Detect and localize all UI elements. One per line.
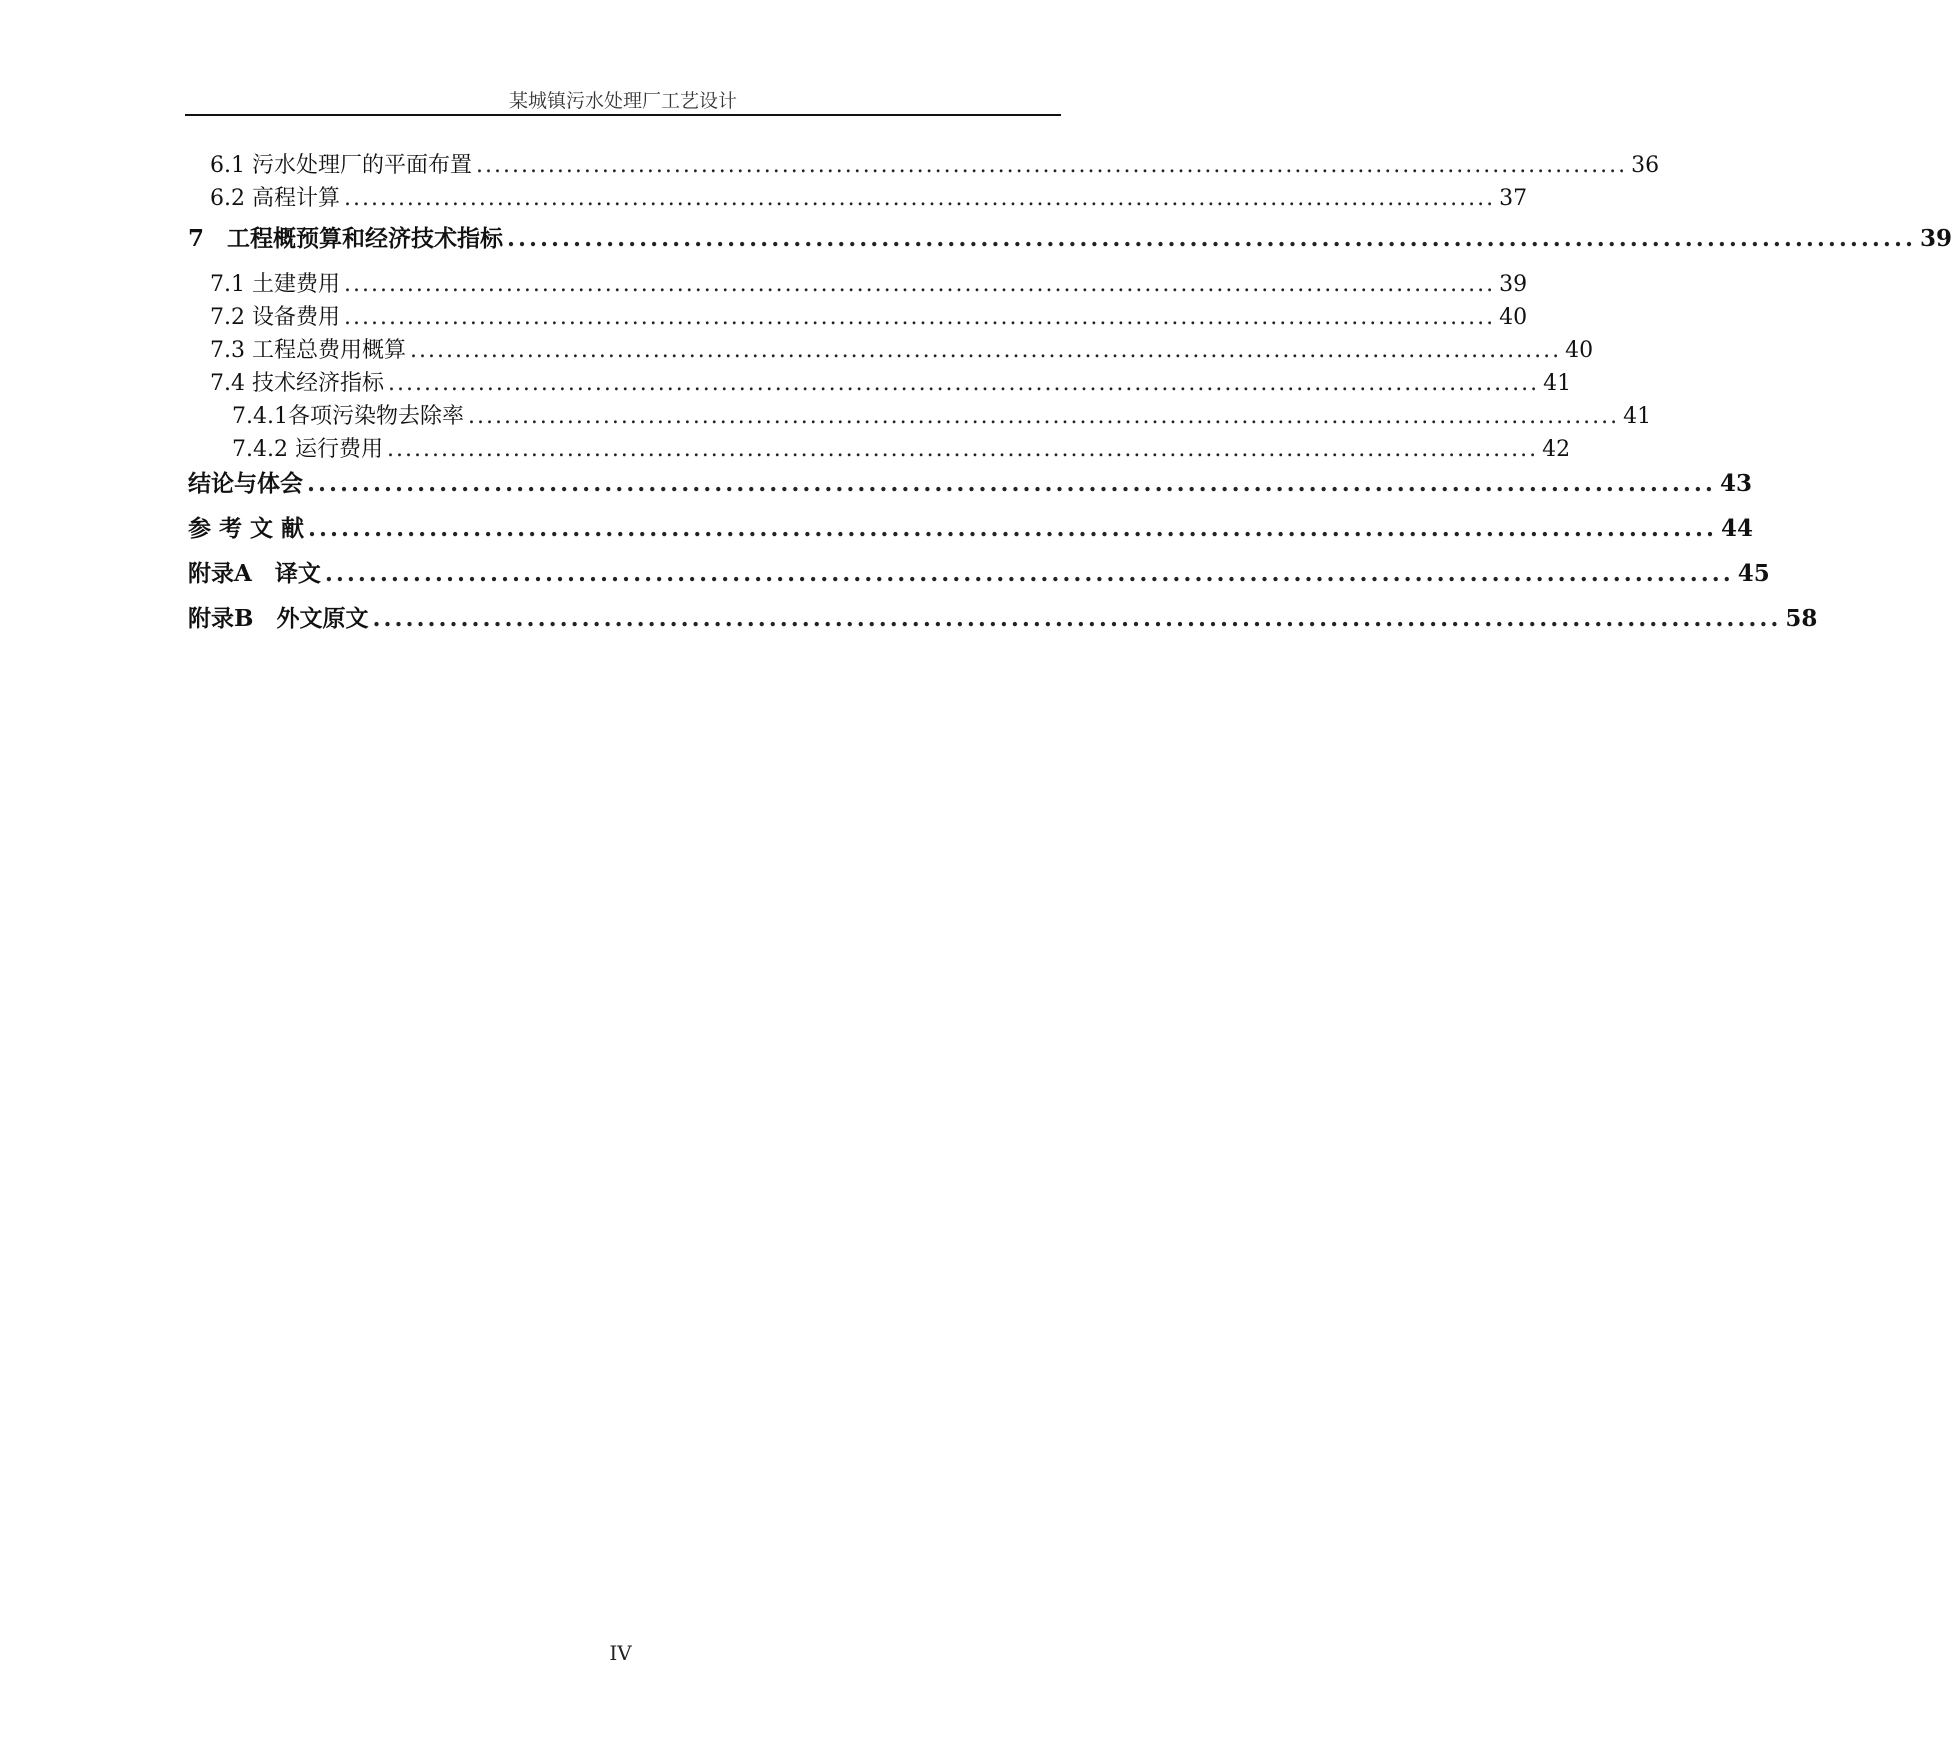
toc-entry-subsection[interactable] <box>188 432 1571 465</box>
toc-entry-chapter[interactable] <box>188 510 1753 555</box>
toc-leader-dots: ................................................................................................................................ <box>307 470 1716 497</box>
toc-entry-page: 36 <box>1631 153 1660 178</box>
toc-entry-title: 参 考 文 献 <box>188 515 305 542</box>
toc-entry-title: 7 工程概预算和经济技术指标 <box>188 225 504 252</box>
toc-entry[interactable] <box>188 333 1594 366</box>
toc-entry-title: 附录B 外文原文 <box>188 605 369 632</box>
toc-entry-page: 40 <box>1565 338 1594 363</box>
toc-entry-title: 7.3 工程总费用概算 <box>210 338 406 363</box>
toc-entry-page: 39 <box>1919 225 1952 252</box>
toc-entry-page: 42 <box>1542 437 1571 462</box>
toc-entry-title: 7.4.1各项污染物去除率 <box>232 404 464 429</box>
toc-entry-chapter[interactable] <box>188 465 1752 510</box>
toc-leader-dots: ................................................................................................................................ <box>467 404 1620 429</box>
toc-leader-dots: ................................................................................................................................ <box>372 605 1782 632</box>
toc-entry-page: 37 <box>1499 186 1528 211</box>
toc-entry-title: 7.4 技术经济指标 <box>210 371 384 396</box>
toc-entry-title: 附录A 译文 <box>188 560 321 587</box>
toc-entry[interactable] <box>188 181 1528 214</box>
toc-leader-dots: ................................................................................................................................ <box>343 272 1496 297</box>
toc-entry-chapter[interactable] <box>188 220 1952 265</box>
header-rule <box>185 114 1061 116</box>
toc-entry-page: 45 <box>1737 560 1770 587</box>
toc-entry-title: 7.4.2 运行费用 <box>232 437 383 462</box>
toc-entry-page: 39 <box>1499 272 1528 297</box>
toc-leader-dots: ................................................................................................................................ <box>343 186 1496 211</box>
toc-entry[interactable] <box>188 148 1660 181</box>
toc-entry-chapter[interactable] <box>188 600 1818 645</box>
toc-entry-page: 58 <box>1785 605 1818 632</box>
toc-entry[interactable] <box>188 366 1572 399</box>
toc-leader-dots: ................................................................................................................................ <box>475 153 1628 178</box>
toc-entry-subsection[interactable] <box>188 399 1652 432</box>
toc-leader-dots: ................................................................................................................................ <box>324 560 1734 587</box>
toc-entry-chapter[interactable] <box>188 555 1770 600</box>
page-number: IV <box>609 1641 632 1665</box>
toc-entry-page: 41 <box>1543 371 1572 396</box>
toc-entry-page: 43 <box>1719 470 1752 497</box>
toc-leader-dots: ................................................................................................................................ <box>409 338 1562 363</box>
toc-entry-title: 6.2 高程计算 <box>210 186 340 211</box>
toc-entry-title: 7.1 土建费用 <box>210 272 340 297</box>
toc-entry[interactable] <box>188 267 1528 300</box>
table-of-contents <box>188 148 1952 645</box>
toc-entry[interactable] <box>188 300 1528 333</box>
toc-leader-dots: ................................................................................................................................ <box>308 515 1717 542</box>
toc-leader-dots: ................................................................................................................................ <box>507 225 1916 252</box>
toc-entry-page: 40 <box>1499 305 1528 330</box>
toc-entry-title: 6.1 污水处理厂的平面布置 <box>210 153 472 178</box>
toc-entry-page: 44 <box>1720 515 1753 542</box>
toc-entry-title: 7.2 设备费用 <box>210 305 340 330</box>
toc-entry-page: 41 <box>1623 404 1652 429</box>
toc-leader-dots: ................................................................................................................................ <box>343 305 1496 330</box>
toc-leader-dots: ................................................................................................................................ <box>386 437 1539 462</box>
toc-leader-dots: ................................................................................................................................ <box>387 371 1540 396</box>
running-header: 某城镇污水处理厂工艺设计 <box>508 90 737 112</box>
toc-entry-title: 结论与体会 <box>188 470 303 497</box>
